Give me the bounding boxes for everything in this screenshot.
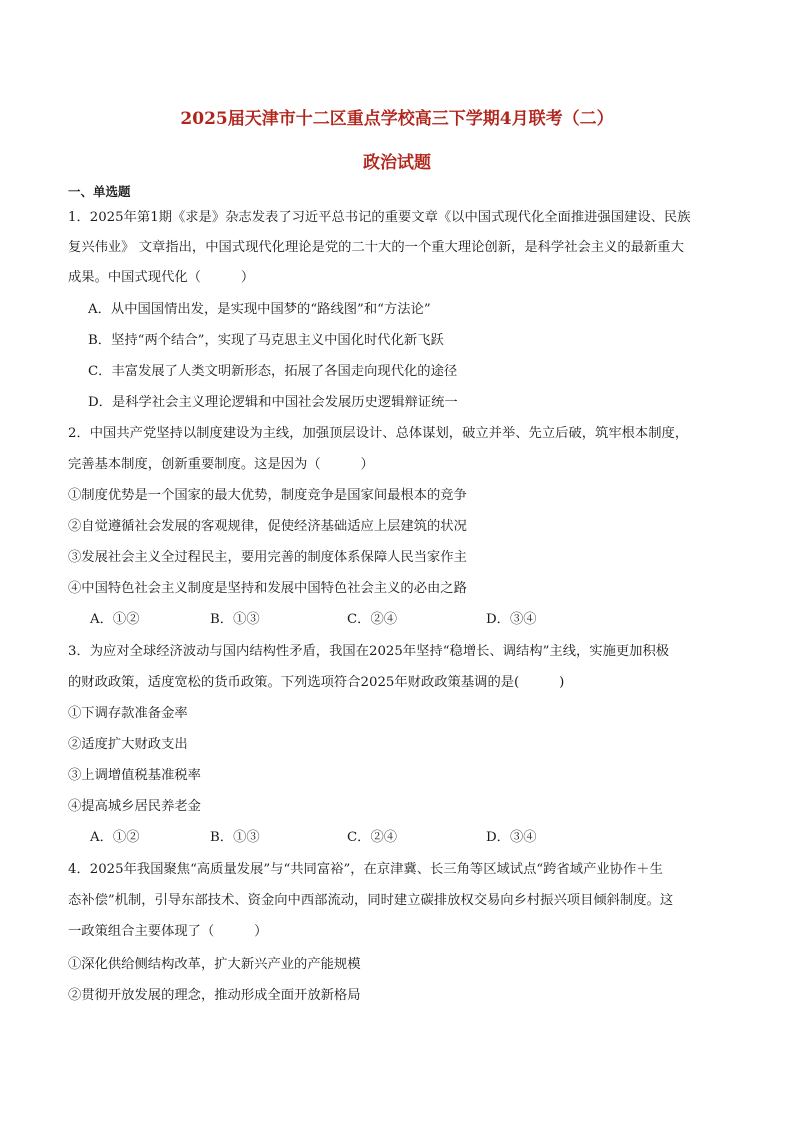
q3-item-4: ④提高城乡居民养老金 [68, 799, 201, 814]
q1-option-c: C．丰富发展了人类文明新形态，拓展了各国走向现代化的途径 [88, 364, 458, 379]
q3-choice-d: D．③④ [486, 830, 537, 845]
q2-choice-c: C．②④ [347, 612, 398, 627]
q4-stem-line-3: 一政策组合主要体现了（ ） [68, 924, 268, 939]
q1-option-a: A．从中国国情出发，是实现中国梦的“路线图”和“方法论” [88, 302, 431, 317]
exam-title: 2025届天津市十二区重点学校高三下学期4月联考（二） [180, 109, 614, 129]
q3-item-3: ③上调增值税基准税率 [68, 768, 201, 783]
q4-stem-line-1: 4．2025年我国聚焦“高质量发展”与“共同富裕”，在京津冀、长三角等区域试点“跨省域产业协作＋生 [68, 862, 663, 877]
q3-stem-line-2: 的财政政策，适度宽松的货币政策。下列选项符合2025年财政政策基调的是( ) [68, 675, 565, 690]
q1-option-d: D．是科学社会主义理论逻辑和中国社会发展历史逻辑辩证统一 [88, 395, 458, 410]
q2-choice-b: B．①③ [210, 612, 260, 627]
q1-stem-line-1: 1．2025年第1期《求是》杂志发表了习近平总书记的重要文章《以中国式现代化全面推进强国建设、民族 [68, 210, 691, 225]
exam-subtitle: 政治试题 [363, 153, 431, 173]
q2-stem-line-1: 2．中国共产党坚持以制度建设为主线，加强顶层设计、总体谋划，破立并举、先立后破，筑牢根本制度， [68, 426, 689, 441]
q1-option-b: B．坚持“两个结合”，实现了马克思主义中国化时代化新飞跃 [88, 333, 444, 348]
q4-item-1: ①深化供给侧结构改革，扩大新兴产业的产能规模 [68, 957, 361, 972]
q2-item-2: ②自觉遵循社会发展的客观规律，促使经济基础适应上层建筑的状况 [68, 519, 467, 534]
q3-item-1: ①下调存款准备金率 [68, 706, 188, 721]
q3-choice-c: C．②④ [347, 830, 398, 845]
q3-choice-b: B．①③ [210, 830, 260, 845]
q2-choice-a: A．①② [90, 612, 140, 627]
q4-stem-line-2: 态补偿”机制，引导东部技术、资金向中西部流动，同时建立碳排放权交易向乡村振兴项目倾斜制度。这 [68, 893, 674, 908]
q2-choice-d: D．③④ [486, 612, 537, 627]
q2-item-3: ③发展社会主义全过程民主，要用完善的制度体系保障人民当家作主 [68, 550, 467, 565]
q4-item-2: ②贯彻开放发展的理念，推动形成全面开放新格局 [68, 988, 361, 1003]
q1-stem-line-3: 成果。中国式现代化（ ） [68, 270, 255, 285]
q1-stem-line-2: 复兴伟业》 文章指出，中国式现代化理论是党的二十大的一个重大理论创新，是科学社会主义的最新重大 [68, 240, 684, 255]
q3-choice-a: A．①② [90, 830, 140, 845]
q2-item-4: ④中国特色社会主义制度是坚持和发展中国特色社会主义的必由之路 [68, 581, 467, 596]
q2-item-1: ①制度优势是一个国家的最大优势，制度竞争是国家间最根本的竞争 [68, 488, 467, 503]
q3-stem-line-1: 3．为应对全球经济波动与国内结构性矛盾，我国在2025年坚持“稳增长、调结构”主线，实施更加积极 [68, 644, 670, 659]
q3-item-2: ②适度扩大财政支出 [68, 737, 188, 752]
q2-stem-line-2: 完善基本制度，创新重要制度。这是因为（ ） [68, 457, 374, 472]
section-heading: 一、单选题 [68, 184, 131, 199]
